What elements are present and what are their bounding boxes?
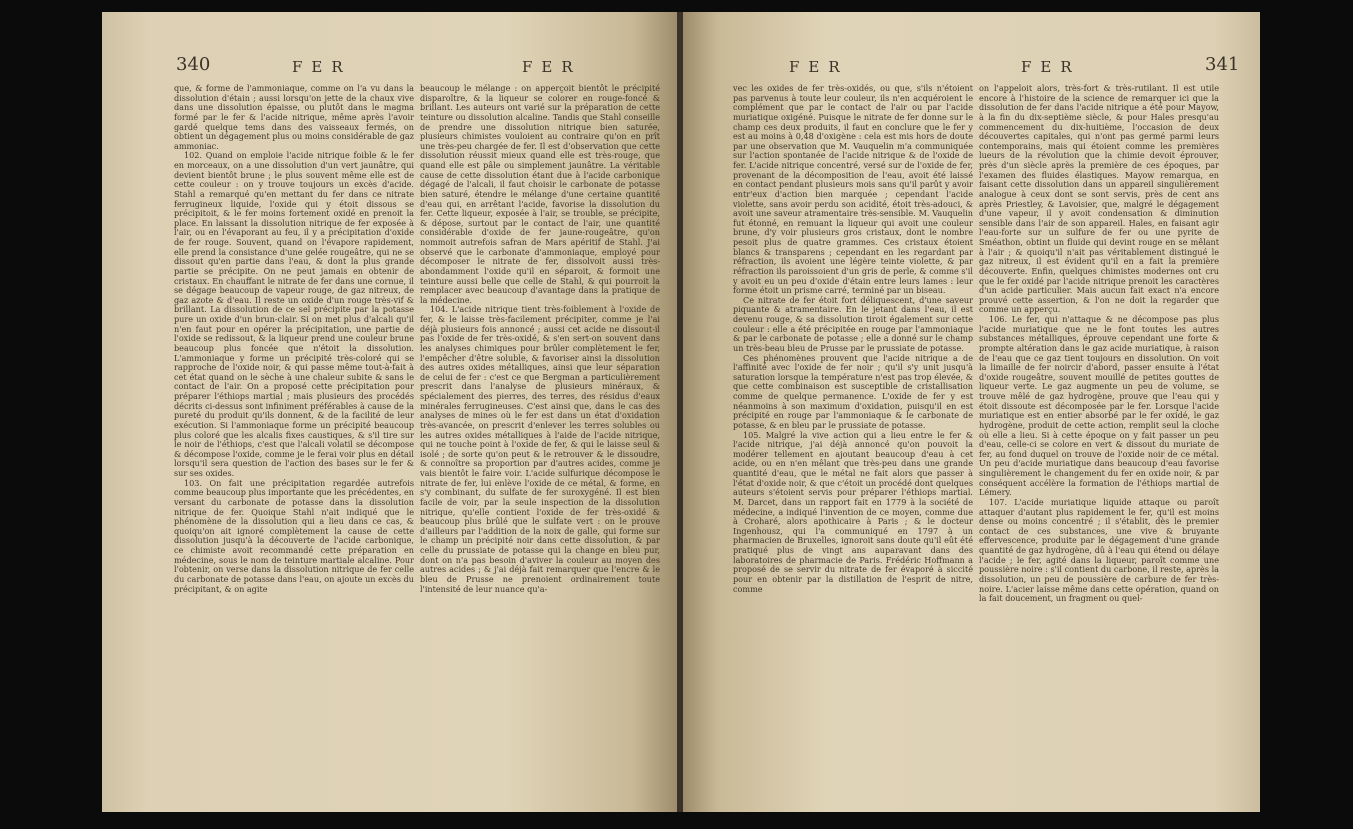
running-head-left-1: FER [292,58,352,76]
right-page [683,12,1260,812]
left-page-column-2 [420,84,660,784]
page-number-right: 341 [1205,54,1240,75]
paragraph: beaucoup le mélange : on apperçoit bientôt le précipité disparoître, & la liqueur se colorer en rouge-foncé & brillant. Les auteurs ont varié sur la préparation de cette teinture ou dissolution alcaline. Tandis que Stahl conseille de prendre une dissolution nitrique bien saturée, plusieurs chimistes vouloient au contraire qu'on en prît une très-peu chargée de fer. Il est d'observation que cette dissolution réussit mieux quand elle est très-rouge, que quand elle est pâle ou simplement jaunâtre. La véritable cause de cette dissolution étant due à l'acide carbonique dégagé de l'alcali, il faut choisir le carbonate de potasse bien saturé, étendre le mélange d'une certaine quantité d'eau qui, en arrêtant l'acide, favorise la dissolution du fer. Cette liqueur, exposée à l'air, se trouble, se précipite, & dépose, surtout par le contact de l'air, une quantité considérable d'oxide de fer jaune-rougeâtre, qu'on nommoit autrefois safran de Mars apéritif de Stahl. J'ai observé que le carbonate d'ammoniaque, employé pour décomposer le nitrate de fer, dissolvoit aussi très-abondamment l'oxide qu'il en séparoit, & formoit une teinture aussi belle que celle de Stahl, & qui pourroit la remplacer avec beaucoup d'avantage dans la pratique de la médecine. [420,84,660,305]
paragraph: 103. On fait une précipitation regardée autrefois comme beaucoup plus importante que les précédentes, en versant du carbonate de potasse dans la dissolution nitrique de fer. Quoique Stahl n'ait indiqué que le phénomène de la dissolution qui a lieu dans ce cas, & quoiqu'on ait ignoré complètement la cause de cette dissolution jusqu'à la découverte de l'acide carbonique, ce chimiste avoit recommandé cette préparation en médecine, sous le nom de teinture martiale alcaline. Pour l'obtenir, on verse dans la dissolution nitrique de fer celle du carbonate de potasse dans l'eau, on ajoute un excès du précipitant, & on agite [174,477,414,594]
paragraph: Ce nitrate de fer étoit fort déliquescent, d'une saveur piquante & atramentaire. En le jetant dans l'eau, il est devenu rouge, & sa dissolution tiroit également sur cette couleur : elle a été précipitée en rouge par l'ammoniaque & par le carbonate de potasse ; elle a donné sur le champ un très-beau bleu de Prusse par le prussiate de potasse. [733,294,973,353]
running-head-right-2: FER [1021,58,1081,76]
paragraph: Ces phénomènes prouvent que l'acide nitrique a de l'affinité avec l'oxide de fer noir ; qu'il s'y unit jusqu'à saturation lorsque la température n'est pas trop élevée, & que cette combinaison est susceptible de cristallisation comme de quelque permanence. L'oxide de fer y est néanmoins à son maximum d'oxidation, puisqu'il en est précipité en rouge par l'ammoniaque & le carbonate de potasse, & en bleu par le prussiate de potasse. [733,352,973,430]
open-book [102,12,1260,812]
paragraph: 105. Malgré la vive action qui a lieu entre le fer & l'acide nitrique, j'ai déjà annoncé qu'on pouvoit la modérer tellement en ajoutant beaucoup d'eau à cet acide, ou en n'en mêlant que très-peu dans une grande quantité d'eau, que le métal ne fait alors que passer à l'état d'oxide noir, & que c'étoit un procédé dont quelques auteurs s'étoient servis pour préparer l'éthiops martial. M. Darcet, dans un rapport fait en 1779 à la société de médecine, a indiqué l'invention de ce moyen, comme due à Croharé, alors apothicaire à Paris ; & le docteur Ingenhousz, qui l'a communiqué en 1797 à un pharmacien de Bruxelles, ignoroit sans doute qu'il eût été pratiqué plus de vingt ans auparavant dans des laboratoires de pharmacie de Paris. Frédéric Hoffmann a proposé de se servir du nitrate de fer évaporé à siccité pour en obtenir par la distillation de l'esprit de nitre, comme [733,429,973,594]
paragraph: 107. L'acide muriatique liquide attaque ou paroît attaquer d'autant plus rapidement le fer, qu'il est moins dense ou moins concentré ; il s'établit, dès le premier contact de ces substances, une vive & bruyante effervescence, produite par le dégagement d'une grande quantité de gaz hydrogène, dû à l'eau qui étend ou délaye l'acide ; le fer, agité dans la liqueur, paroît comme une poussière noire : s'il contient du carbone, il reste, après la dissolution, un peu de poussière de carbure de fer très-noire. L'acier laisse même dans cette opération, quand on la fait doucement, un fragment ou quel- [979,496,1219,604]
left-page-column-1 [174,84,414,784]
right-page-column-2 [979,84,1219,784]
paragraph: on l'appeloit alors, très-fort & très-rutilant. Il est utile encore à l'histoire de la science de remarquer ici que la dissolution de fer dans l'acide nitrique a été pour Mayow, à la fin du dix-septième siècle, & pour Hales presqu'au commencement du dix-huitième, l'occasion de deux découvertes capitales, qui n'ont pas germé parmi leurs contemporains, mais qui étoient comme les premières lueurs de la révolution que la chimie devoit éprouver, près d'un siècle après la première de ces époques, par l'examen des fluides élastiques. Mayow remarqua, en faisant cette dissolution dans un appareil singulièrement analogue à ceux dont se sont servis, près de cent ans après Priestley, & Lavoisier, que, malgré le dégagement d'une vapeur, il y avoit condensation & diminution sensible dans l'air de son appareil. Hales, en faisant agir l'eau-forte sur un sulfure de fer ou une pyrite de Sméathon, obtint un fluide qui devint rouge en se mêlant à l'air ; & quoiqu'il n'ait pas véritablement distingué le gaz nitreux, il est évident qu'il en a fait la première découverte. Enfin, quelques chimistes modernes ont cru que le fer oxidé par l'acide nitrique prenoit les caractères d'un acide particulier. Mais aucun fait exact n'a encore prouvé cette assertion, & l'on ne doit la regarder que comme un apperçu. [979,84,1219,315]
paragraph: 106. Le fer, qui n'attaque & ne décompose pas plus l'acide muriatique que ne le font toutes les autres substances métalliques, éprouve cependant une forte & prompte altération dans le gaz acide muriatique, à raison de l'eau que ce gaz tient toujours en dissolution. On voit la limaille de fer noircir d'abord, passer ensuite à l'état d'oxide rougeâtre, souvent mouillé de petites gouttes de liqueur verte. Le gaz augmente un peu de volume, se trouve mêlé de gaz hydrogène, prouve que l'eau qui y étoit dissoute est décomposée par le fer. Lorsque l'acide muriatique est en entier absorbé par le fer oxidé, le gaz hydrogène, produit de cette action, remplit seul la cloche où elle a lieu. Si à cette époque on y fait passer un peu d'eau, celle-ci se colore en vert & dissout du muriate de fer, au fond duquel on trouve de l'oxide noir de ce métal. Un peu d'acide muriatique dans beaucoup d'eau favorise singulièrement le changement du fer en oxide noir, & par conséquent accélère la formation de l'éthiops martial de Lémery. [979,314,1219,498]
left-page [102,12,679,812]
paragraph: vec les oxides de fer très-oxidés, ou que, s'ils n'étoient pas parvenus à toute leur couleur, ils n'en acquéroient le complément que par le contact de l'air ou par l'acide muriatique oxigéné. Puisque le nitrate de fer donne sur le champ ces deux produits, il faut en conclure que le fer y est au moins à 0,48 d'oxigène : cela est mis hors de doute par une observation que M. Vauquelin m'a communiquée sur l'action spontanée de l'acide nitrique & de l'oxide de fer. L'acide nitrique concentré, versé sur de l'oxide de fer, provenant de la décomposition de l'eau, avoit été laissé en contact pendant plusieurs mois sans qu'il parût y avoir entr'eux d'action bien marquée ; cependant l'acide violette, sans avoir perdu son acidité, étoit très-adouci, & avoit une saveur atramentaire très-sensible. M. Vauquelin fut étonné, en remuant la liqueur qui avoit une couleur brune, d'y voir plusieurs gros cristaux, dont le nombre pesoit plus de quatre grammes. Ces cristaux étoient blancs & transparens ; cependant en les regardant par réfraction, ils avoient une légère teinte violette, & par réfraction ils paroissoient d'un gris de perle, & comme s'il y avoit eu un peu d'oxide d'étain entre leurs lames : leur forme étoit un prisme carré, terminé par un biseau. [733,84,973,296]
paragraph: 104. L'acide nitrique tient très-foiblement à l'oxide de fer, & le laisse très-facilement précipiter, comme je l'ai déjà plusieurs fois annoncé ; aussi cet acide ne dissout-il pas l'oxide de fer très-oxidé, & s'en sert-on souvent dans les analyses chimiques pour brûler complètement le fer, l'empêcher d'être soluble, & favoriser ainsi la dissolution des autres oxides métalliques, ainsi que leur séparation de celui de fer : c'est ce que Bergman a particulièrement prescrit dans l'analyse de plusieurs minéraux, & spécialement des pierres, des terres, des résidus d'eaux minérales ferrugineuses. C'est ainsi que, dans le cas des analyses de mines où le fer est dans un état d'oxidation très-avancée, on prescrit d'enlever les terres solubles ou les autres oxides métalliques à l'aide de l'acide nitrique, qui ne touche point à l'oxide de fer, & qui le laisse seul & isolé ; de sorte qu'on peut & le retrouver & le dissoudre, & connoître sa proportion par d'autres acides, comme je vais bientôt le faire voir. L'acide sulfurique décompose le nitrate de fer, lui enlève l'oxide de ce métal, & forme, en s'y combinant, du sulfate de fer suroxygéné. Il est bien facile de voir, par la seule inspection de la dissolution nitrique, qu'elle contient l'oxide de fer très-oxidé & beaucoup plus brûlé que le sulfate vert : on le prouve d'ailleurs par l'addition de la noix de galle, qui forme sur le champ un précipité noir dans cette dissolution, & par celle du prussiate de potasse qui la change en bleu pur, dont on n'a pas besoin d'aviver la couleur au moyen des autres acides ; & j'ai déjà fait remarquer que l'encre & le bleu de Prusse ne prenoient ordinairement toute l'intensité de leur nuance qu'a- [420,304,660,594]
paragraph: 102. Quand on emploie l'acide nitrique foible & le fer en morceaux, on a une dissolution d'un vert jaunâtre, qui devient bientôt brune ; le plus souvent même elle est de cette couleur : on y trouve toujours un excès d'acide. Stahl a remarqué qu'en mettant du fer dans ce nitrate ferrugineux liquide, l'oxide qui y étoit dissous se précipitoit, & le fer moins fortement oxidé en prenoit la place. En laissant la dissolution nitrique de fer exposée à l'air, ou en l'évaporant au feu, il y a précipitation d'oxide de fer rouge. Souvent, quand on l'évapore rapidement, elle prend la consistance d'une gelée rougeâtre, qui ne se dissout qu'en partie dans l'eau, & dont la plus grande partie se précipite. On ne peut jamais en obtenir de cristaux. En chauffant le nitrate de fer dans une cornue, il se dégage beaucoup de vapeur rouge, de gaz nitreux, de gaz azote & d'eau. Il reste un oxide d'un rouge très-vif & brillant. La dissolution de ce sel précipite par la potasse pure un oxide d'un brun-clair. Si on met plus d'alcali qu'il n'en faut pour en opérer la précipitation, une partie de l'oxide se redissout, & la liqueur prend une couleur brune beaucoup plus foncée que n'étoit la dissolution. L'ammoniaque y forme un précipité très-coloré qui se rapproche de l'oxide noir, & qui passe même tout-à-fait à cet état quand on le sèche à une chaleur subite & sans le contact de l'air. On a proposé cette précipitation pour préparer l'éthiops martial ; mais plusieurs des procédés décrits ci-dessus sont infiniment préférables à cause de la pureté du produit qu'ils donnent, & de la facilité de leur exécution. Si l'ammoniaque forme un précipité beaucoup plus coloré que les alcalis fixes caustiques, & s'il tire sur le noir de l'éthiops, c'est que l'alcali volatil se décompose & décompose l'oxide, comme je le ferai voir plus en détail lorsqu'il sera question de l'action des bases sur le fer & sur ses oxides. [174,150,414,478]
running-head-left-2: FER [522,58,582,76]
running-head-right-1: FER [789,58,849,76]
page-number-left: 340 [176,54,211,75]
paragraph: que, & forme de l'ammoniaque, comme on l'a vu dans la dissolution d'étain ; aussi lorsqu'on jette de la chaux vive dans une dissolution épaisse, ou plutôt dans le magma formé par le fer & l'acide nitrique, même après l'avoir gardé quelque tems dans des vaisseaux fermés, on obtient un dégagement plus ou moins considérable de gaz ammoniac. [174,84,414,151]
right-page-column-1 [733,84,973,784]
